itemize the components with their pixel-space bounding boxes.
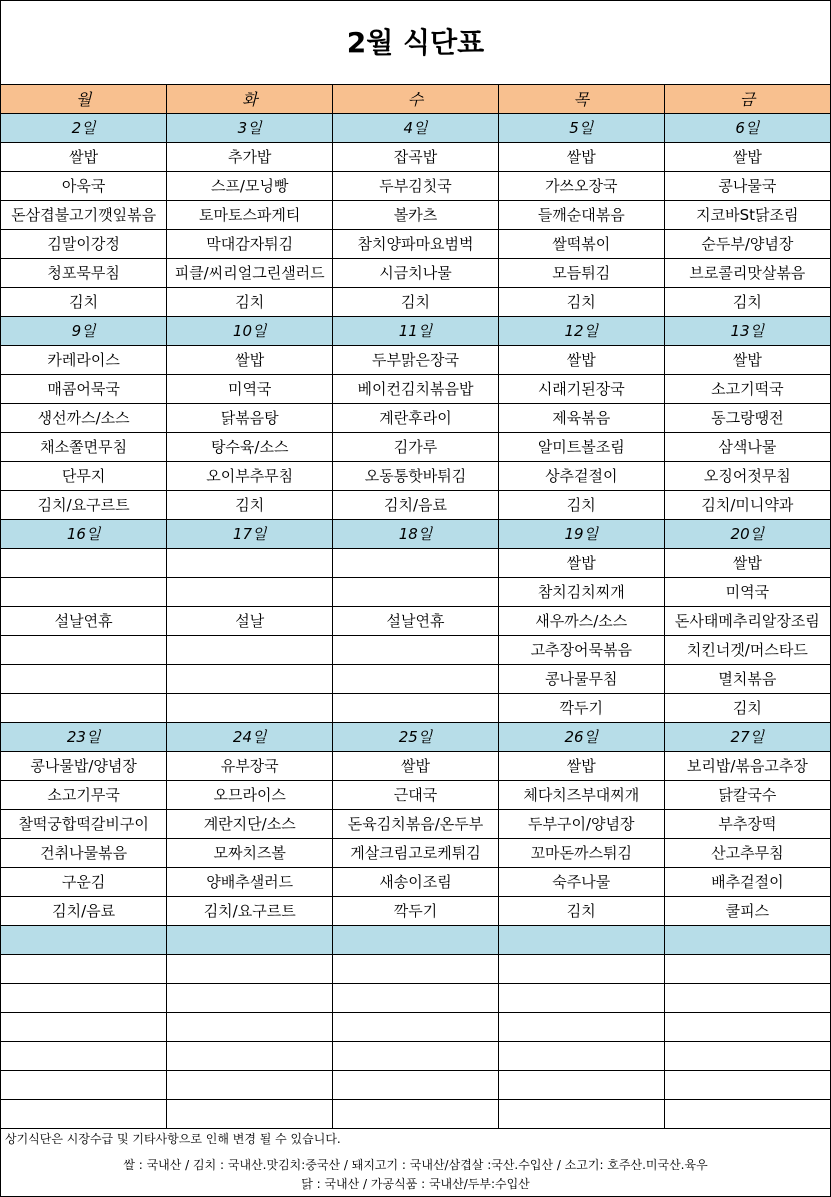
menu-row bbox=[1, 1041, 830, 1070]
menu-cell bbox=[333, 954, 499, 983]
day-header-cell: 목 bbox=[498, 85, 664, 113]
menu-table bbox=[1, 85, 830, 1129]
date-cell: 16일 bbox=[1, 519, 167, 548]
menu-cell: 참치김치찌개 bbox=[498, 577, 664, 606]
menu-cell: 구운김 bbox=[1, 867, 167, 896]
menu-cell: 알미트볼조림 bbox=[498, 432, 664, 461]
menu-cell: 양배추샐러드 bbox=[167, 867, 333, 896]
menu-cell: 콩나물국 bbox=[664, 171, 830, 200]
date-cell: 24일 bbox=[167, 722, 333, 751]
menu-cell: 오동통핫바튀김 bbox=[333, 461, 499, 490]
menu-cell: 닭칼국수 bbox=[664, 780, 830, 809]
menu-cell bbox=[333, 693, 499, 722]
menu-cell: 잡곡밥 bbox=[333, 142, 499, 171]
menu-row bbox=[1, 635, 830, 664]
menu-cell: 돈육김치볶음/온두부 bbox=[333, 809, 499, 838]
menu-cell: 체다치즈부대찌개 bbox=[498, 780, 664, 809]
menu-cell bbox=[167, 548, 333, 577]
menu-cell bbox=[1, 1041, 167, 1070]
menu-row bbox=[1, 432, 830, 461]
date-cell: 9일 bbox=[1, 316, 167, 345]
menu-cell: 김치/미니약과 bbox=[664, 490, 830, 519]
menu-row bbox=[1, 664, 830, 693]
menu-cell: 스프/모닝빵 bbox=[167, 171, 333, 200]
menu-cell: 쌀밥 bbox=[333, 751, 499, 780]
date-row bbox=[1, 113, 830, 142]
menu-row bbox=[1, 1099, 830, 1128]
menu-cell: 상추겉절이 bbox=[498, 461, 664, 490]
menu-cell: 치킨너겟/머스타드 bbox=[664, 635, 830, 664]
day-header-cell: 금 bbox=[664, 85, 830, 113]
menu-cell: 탕수육/소스 bbox=[167, 432, 333, 461]
menu-cell: 쌀밥 bbox=[664, 345, 830, 374]
menu-cell: 순두부/양념장 bbox=[664, 229, 830, 258]
menu-cell: 지코바St닭조림 bbox=[664, 200, 830, 229]
menu-row bbox=[1, 693, 830, 722]
menu-cell: 김치/요구르트 bbox=[1, 490, 167, 519]
menu-cell: 새송이조림 bbox=[333, 867, 499, 896]
menu-cell: 시래기된장국 bbox=[498, 374, 664, 403]
menu-cell: 채소쫄면무침 bbox=[1, 432, 167, 461]
date-cell: 26일 bbox=[498, 722, 664, 751]
menu-cell: 오이부추무침 bbox=[167, 461, 333, 490]
menu-cell bbox=[1, 664, 167, 693]
menu-cell: 근대국 bbox=[333, 780, 499, 809]
date-cell bbox=[167, 925, 333, 954]
menu-cell: 브로콜리맛살볶음 bbox=[664, 258, 830, 287]
menu-cell bbox=[167, 1070, 333, 1099]
menu-cell bbox=[664, 1099, 830, 1128]
menu-cell: 모짜치즈볼 bbox=[167, 838, 333, 867]
menu-cell: 김치/음료 bbox=[333, 490, 499, 519]
menu-cell: 미역국 bbox=[167, 374, 333, 403]
menu-cell: 배추겉절이 bbox=[664, 867, 830, 896]
menu-row bbox=[1, 171, 830, 200]
menu-cell bbox=[167, 635, 333, 664]
menu-cell bbox=[498, 1070, 664, 1099]
date-row bbox=[1, 316, 830, 345]
menu-cell: 계란지단/소스 bbox=[167, 809, 333, 838]
menu-cell: 쌀밥 bbox=[1, 142, 167, 171]
menu-cell: 청포묵무침 bbox=[1, 258, 167, 287]
menu-row bbox=[1, 780, 830, 809]
menu-cell: 김치 bbox=[664, 287, 830, 316]
menu-cell: 동그랑땡전 bbox=[664, 403, 830, 432]
date-row bbox=[1, 722, 830, 751]
menu-cell bbox=[333, 548, 499, 577]
menu-cell bbox=[333, 635, 499, 664]
menu-row bbox=[1, 490, 830, 519]
menu-cell bbox=[498, 1099, 664, 1128]
origin-info-line-2: 닭 : 국내산 / 가공식품 : 국내산/두부:수입산 bbox=[301, 1177, 530, 1191]
menu-cell bbox=[1, 1099, 167, 1128]
date-cell: 4일 bbox=[333, 113, 499, 142]
menu-cell: 카레라이스 bbox=[1, 345, 167, 374]
date-cell: 10일 bbox=[167, 316, 333, 345]
menu-cell: 멸치볶음 bbox=[664, 664, 830, 693]
menu-cell: 건취나물볶음 bbox=[1, 838, 167, 867]
page-title: 2월 식단표 bbox=[1, 1, 830, 85]
date-cell bbox=[664, 925, 830, 954]
menu-cell bbox=[498, 1041, 664, 1070]
date-cell bbox=[498, 925, 664, 954]
menu-cell bbox=[1, 954, 167, 983]
menu-cell bbox=[167, 983, 333, 1012]
date-cell: 13일 bbox=[664, 316, 830, 345]
menu-cell: 김치/요구르트 bbox=[167, 896, 333, 925]
menu-row bbox=[1, 345, 830, 374]
menu-cell bbox=[167, 954, 333, 983]
day-header-cell: 화 bbox=[167, 85, 333, 113]
menu-cell: 설날 bbox=[167, 606, 333, 635]
menu-cell bbox=[498, 954, 664, 983]
menu-row bbox=[1, 461, 830, 490]
day-header-row bbox=[1, 85, 830, 113]
menu-cell bbox=[333, 1070, 499, 1099]
menu-cell: 김치 bbox=[498, 490, 664, 519]
menu-cell bbox=[333, 983, 499, 1012]
date-cell: 2일 bbox=[1, 113, 167, 142]
date-cell: 27일 bbox=[664, 722, 830, 751]
menu-cell bbox=[333, 664, 499, 693]
menu-cell: 가쓰오장국 bbox=[498, 171, 664, 200]
menu-cell: 유부장국 bbox=[167, 751, 333, 780]
menu-cell: 쿨피스 bbox=[664, 896, 830, 925]
menu-row bbox=[1, 1070, 830, 1099]
menu-row bbox=[1, 606, 830, 635]
menu-cell: 삼색나물 bbox=[664, 432, 830, 461]
menu-cell: 설날연휴 bbox=[1, 606, 167, 635]
menu-cell: 두부맑은장국 bbox=[333, 345, 499, 374]
menu-row bbox=[1, 374, 830, 403]
menu-cell: 깍두기 bbox=[333, 896, 499, 925]
menu-cell: 볼카츠 bbox=[333, 200, 499, 229]
menu-cell: 새우까스/소스 bbox=[498, 606, 664, 635]
day-header-cell: 수 bbox=[333, 85, 499, 113]
menu-cell: 설날연휴 bbox=[333, 606, 499, 635]
menu-cell: 피클/씨리얼그린샐러드 bbox=[167, 258, 333, 287]
menu-cell: 김치/음료 bbox=[1, 896, 167, 925]
date-cell: 18일 bbox=[333, 519, 499, 548]
menu-cell bbox=[664, 983, 830, 1012]
menu-cell bbox=[167, 693, 333, 722]
menu-cell: 참치양파마요범벅 bbox=[333, 229, 499, 258]
menu-cell bbox=[1, 635, 167, 664]
menu-row bbox=[1, 751, 830, 780]
menu-row bbox=[1, 200, 830, 229]
menu-cell: 쌀밥 bbox=[664, 142, 830, 171]
date-cell: 20일 bbox=[664, 519, 830, 548]
menu-cell: 쌀밥 bbox=[498, 345, 664, 374]
menu-cell: 생선까스/소스 bbox=[1, 403, 167, 432]
menu-cell: 막대감자튀김 bbox=[167, 229, 333, 258]
date-cell bbox=[1, 925, 167, 954]
menu-cell bbox=[1, 693, 167, 722]
menu-cell bbox=[1, 1070, 167, 1099]
menu-cell: 들깨순대볶음 bbox=[498, 200, 664, 229]
menu-cell: 오징어젓무침 bbox=[664, 461, 830, 490]
date-cell: 5일 bbox=[498, 113, 664, 142]
menu-cell: 소고기떡국 bbox=[664, 374, 830, 403]
menu-cell: 소고기무국 bbox=[1, 780, 167, 809]
menu-cell: 추가밥 bbox=[167, 142, 333, 171]
menu-cell bbox=[333, 1099, 499, 1128]
menu-cell: 제육볶음 bbox=[498, 403, 664, 432]
menu-cell: 김치 bbox=[1, 287, 167, 316]
menu-cell bbox=[498, 983, 664, 1012]
menu-cell: 아욱국 bbox=[1, 171, 167, 200]
menu-cell: 김가루 bbox=[333, 432, 499, 461]
menu-cell: 베이컨김치볶음밥 bbox=[333, 374, 499, 403]
date-row bbox=[1, 519, 830, 548]
menu-cell: 콩나물무침 bbox=[498, 664, 664, 693]
menu-cell bbox=[1, 983, 167, 1012]
menu-cell: 산고추무침 bbox=[664, 838, 830, 867]
date-cell bbox=[333, 925, 499, 954]
menu-cell: 보리밥/볶음고추장 bbox=[664, 751, 830, 780]
date-row bbox=[1, 925, 830, 954]
menu-cell: 닭볶음탕 bbox=[167, 403, 333, 432]
menu-cell bbox=[167, 1012, 333, 1041]
date-cell: 6일 bbox=[664, 113, 830, 142]
menu-cell: 토마토스파게티 bbox=[167, 200, 333, 229]
menu-cell: 김말이강정 bbox=[1, 229, 167, 258]
menu-cell: 김치 bbox=[167, 490, 333, 519]
menu-cell: 돈삼겹불고기깻잎볶음 bbox=[1, 200, 167, 229]
menu-cell: 김치 bbox=[333, 287, 499, 316]
menu-cell: 꼬마돈까스튀김 bbox=[498, 838, 664, 867]
menu-cell bbox=[167, 664, 333, 693]
menu-cell: 쌀밥 bbox=[498, 142, 664, 171]
menu-cell: 김치 bbox=[167, 287, 333, 316]
menu-cell: 쌀밥 bbox=[498, 751, 664, 780]
menu-cell: 김치 bbox=[664, 693, 830, 722]
menu-row bbox=[1, 258, 830, 287]
date-cell: 11일 bbox=[333, 316, 499, 345]
menu-cell bbox=[1, 577, 167, 606]
date-cell: 17일 bbox=[167, 519, 333, 548]
origin-info-line-1: 쌀 : 국내산 / 김치 : 국내산.맛김치:중국산 / 돼지고기 : 국내산/삼겹살 :국산.수입산 / 소고기: 호주산.미국산.육우 bbox=[123, 1158, 708, 1172]
menu-cell bbox=[498, 1012, 664, 1041]
menu-cell: 김치 bbox=[498, 896, 664, 925]
menu-row bbox=[1, 577, 830, 606]
menu-cell: 부추장떡 bbox=[664, 809, 830, 838]
menu-cell: 미역국 bbox=[664, 577, 830, 606]
day-header-cell: 월 bbox=[1, 85, 167, 113]
menu-cell bbox=[664, 954, 830, 983]
date-cell: 3일 bbox=[167, 113, 333, 142]
menu-row bbox=[1, 838, 830, 867]
menu-cell: 게살크림고로케튀김 bbox=[333, 838, 499, 867]
date-cell: 23일 bbox=[1, 722, 167, 751]
notice-text: 상기식단은 시장수급 및 기타사항으로 인해 변경 될 수 있습니다. bbox=[5, 1132, 341, 1146]
menu-cell: 오므라이스 bbox=[167, 780, 333, 809]
menu-cell bbox=[333, 1012, 499, 1041]
menu-cell: 돈사태메추리알장조림 bbox=[664, 606, 830, 635]
menu-cell: 쌀떡볶이 bbox=[498, 229, 664, 258]
menu-row bbox=[1, 867, 830, 896]
menu-cell: 쌀밥 bbox=[498, 548, 664, 577]
menu-cell: 콩나물밥/양념장 bbox=[1, 751, 167, 780]
menu-cell: 쌀밥 bbox=[167, 345, 333, 374]
menu-cell bbox=[167, 1099, 333, 1128]
menu-row bbox=[1, 983, 830, 1012]
menu-cell bbox=[333, 1041, 499, 1070]
date-cell: 25일 bbox=[333, 722, 499, 751]
menu-cell bbox=[167, 577, 333, 606]
menu-cell: 단무지 bbox=[1, 461, 167, 490]
menu-cell: 고추장어묵볶음 bbox=[498, 635, 664, 664]
menu-row bbox=[1, 896, 830, 925]
menu-row bbox=[1, 809, 830, 838]
menu-cell bbox=[664, 1012, 830, 1041]
menu-cell: 두부구이/양념장 bbox=[498, 809, 664, 838]
menu-cell: 모듬튀김 bbox=[498, 258, 664, 287]
menu-cell: 찰떡궁합떡갈비구이 bbox=[1, 809, 167, 838]
menu-row bbox=[1, 1012, 830, 1041]
menu-cell: 김치 bbox=[498, 287, 664, 316]
menu-cell bbox=[1, 548, 167, 577]
date-cell: 12일 bbox=[498, 316, 664, 345]
menu-cell: 쌀밥 bbox=[664, 548, 830, 577]
menu-row bbox=[1, 287, 830, 316]
menu-cell: 매콤어묵국 bbox=[1, 374, 167, 403]
menu-row bbox=[1, 229, 830, 258]
menu-cell bbox=[664, 1041, 830, 1070]
menu-cell bbox=[664, 1070, 830, 1099]
menu-cell: 숙주나물 bbox=[498, 867, 664, 896]
menu-cell: 시금치나물 bbox=[333, 258, 499, 287]
menu-cell: 깍두기 bbox=[498, 693, 664, 722]
menu-cell: 계란후라이 bbox=[333, 403, 499, 432]
menu-row bbox=[1, 954, 830, 983]
menu-cell: 두부김칫국 bbox=[333, 171, 499, 200]
menu-row bbox=[1, 548, 830, 577]
menu-row bbox=[1, 403, 830, 432]
date-cell: 19일 bbox=[498, 519, 664, 548]
menu-cell bbox=[1, 1012, 167, 1041]
menu-cell bbox=[167, 1041, 333, 1070]
menu-row bbox=[1, 142, 830, 171]
menu-cell bbox=[333, 577, 499, 606]
